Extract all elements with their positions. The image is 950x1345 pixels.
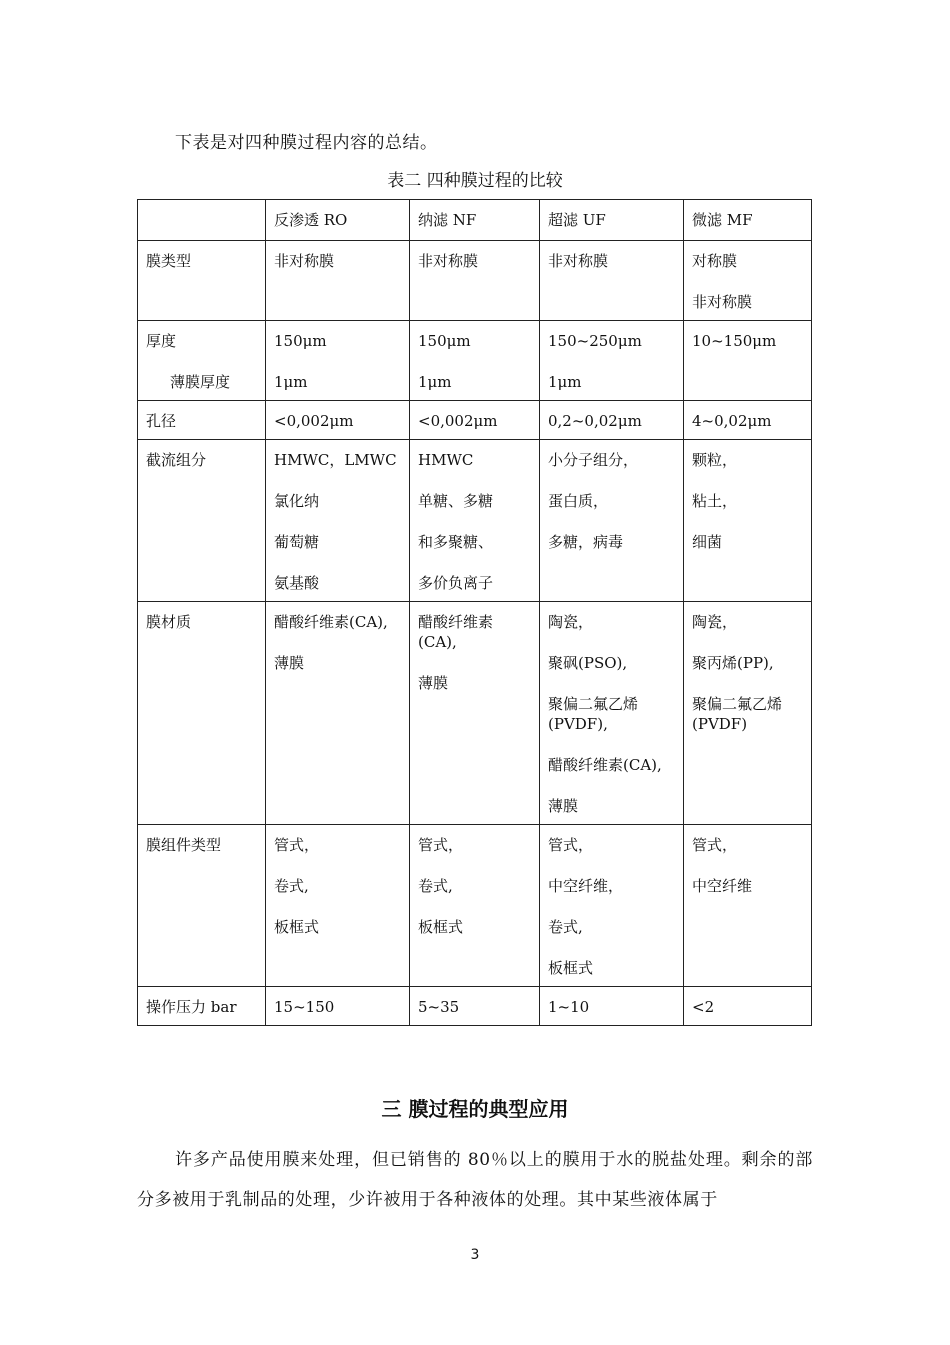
cell-line: <2 [692, 998, 715, 1016]
table-cell [266, 321, 410, 401]
header-cell [266, 200, 410, 241]
table-caption: 表二 四种膜过程的比较 [387, 171, 563, 191]
cell-line: <0,002μm [418, 412, 498, 430]
table-cell [684, 401, 812, 440]
row-label: 截流组分 [146, 451, 207, 469]
table-cell [410, 825, 540, 987]
cell-line: 管式， [548, 836, 594, 854]
table-cell [410, 241, 540, 321]
row-label: 膜类型 [146, 252, 192, 270]
cell-line: 1μm [548, 373, 582, 391]
table-row [138, 440, 812, 602]
table-cell [410, 602, 540, 825]
cell-line: 单糖、多糖 [418, 492, 494, 510]
row-label-cell [138, 440, 266, 602]
cell-line: 150μm [418, 332, 471, 350]
table-cell [266, 825, 410, 987]
page-number: 3 [470, 1247, 480, 1263]
cell-line: 1μm [418, 373, 452, 391]
table-row [138, 241, 812, 321]
table-cell [684, 440, 812, 602]
cell-line: 多糖，病毒 [548, 533, 624, 551]
cell-line: 非对称膜 [548, 252, 609, 270]
header-corner-cell [138, 200, 266, 241]
table-cell [540, 321, 684, 401]
table-cell [410, 440, 540, 602]
row-label: 膜材质 [146, 613, 192, 631]
table-cell [540, 241, 684, 321]
cell-line: 5~35 [418, 998, 460, 1016]
table-cell [684, 321, 812, 401]
table-cell [266, 241, 410, 321]
cell-line: 多价负离子 [418, 574, 494, 592]
cell-line: 0,2~0,02μm [548, 412, 642, 430]
cell-line: 非对称膜 [692, 293, 753, 311]
cell-line: 管式， [418, 836, 464, 854]
cell-line: 和多聚糖、 [418, 533, 494, 551]
table-cell [684, 241, 812, 321]
table-row [138, 602, 812, 825]
cell-line: 聚偏二氟乙烯(PVDF) [692, 695, 783, 733]
cell-line: 陶瓷， [548, 613, 594, 631]
cell-line: 板框式 [418, 918, 464, 936]
cell-line: 葡萄糖 [274, 533, 320, 551]
table-cell [266, 401, 410, 440]
table-cell [540, 987, 684, 1026]
comparison-table [137, 199, 812, 1026]
row-label-cell [138, 321, 266, 401]
table-cell [684, 602, 812, 825]
table-cell [540, 825, 684, 987]
table-cell [684, 987, 812, 1026]
cell-line: 醋酸纤维素(CA), [274, 613, 388, 631]
cell-line: 1μm [274, 373, 308, 391]
cell-line: 1~10 [548, 998, 590, 1016]
cell-line: 薄膜 [418, 674, 449, 692]
table-row [138, 321, 812, 401]
intro-text: 下表是对四种膜过程内容的总结。 [175, 133, 438, 153]
cell-line: 醋酸纤维素(CA), [418, 613, 494, 651]
table-cell [266, 602, 410, 825]
cell-line: HMWC，LMWC [274, 451, 397, 469]
row-label-cell [138, 241, 266, 321]
header-label: 微滤 MF [692, 211, 753, 229]
cell-line: 卷式, [274, 877, 309, 895]
cell-line: 板框式 [274, 918, 320, 936]
cell-line: 15~150 [274, 998, 335, 1016]
header-label: 超滤 UF [548, 211, 606, 229]
table-cell [410, 987, 540, 1026]
cell-line: 醋酸纤维素(CA), [548, 756, 662, 774]
cell-line: 薄膜 [274, 654, 305, 672]
table-row [138, 987, 812, 1026]
cell-line: 非对称膜 [274, 252, 335, 270]
row-label: 厚度 [146, 332, 177, 350]
cell-line: 蛋白质， [548, 492, 609, 510]
table-cell [540, 602, 684, 825]
cell-line: 中空纤维 [692, 877, 753, 895]
row-label-cell [138, 987, 266, 1026]
row-label: 操作压力 bar [146, 998, 237, 1016]
section-title: 三 膜过程的典型应用 [381, 1097, 569, 1121]
table-header-row [138, 200, 812, 241]
cell-line: 卷式, [418, 877, 453, 895]
cell-line: 小分子组分， [548, 451, 639, 469]
header-label [146, 210, 257, 230]
cell-line: 细菌 [692, 533, 723, 551]
table-cell [266, 987, 410, 1026]
cell-line: 氯化纳 [274, 492, 320, 510]
cell-line: 10~150μm [692, 332, 777, 350]
body-paragraph: 许多产品使用膜来处理，但已销售的 80％以上的膜用于水的脱盐处理。剩余的部分多被用于乳制品的处理，少许被用于各种液体的处理。其中某些液体属于 [137, 1150, 813, 1210]
table-cell [410, 401, 540, 440]
table-cell [540, 440, 684, 602]
cell-line: 陶瓷， [692, 613, 738, 631]
cell-line: 氨基酸 [274, 574, 320, 592]
cell-line: 4~0,02μm [692, 412, 772, 430]
table-cell [410, 321, 540, 401]
header-label: 纳滤 NF [418, 211, 477, 229]
cell-line: 非对称膜 [418, 252, 479, 270]
cell-line: HMWC [418, 451, 474, 469]
cell-line: 对称膜 [692, 252, 738, 270]
header-cell [684, 200, 812, 241]
cell-line: 聚砜(PSO), [548, 654, 628, 672]
cell-line: 聚偏二氟乙烯(PVDF), [548, 695, 639, 733]
row-label-cell [138, 401, 266, 440]
cell-line: 150μm [274, 332, 327, 350]
table-cell [684, 825, 812, 987]
row-label-cell [138, 825, 266, 987]
cell-line: 颗粒， [692, 451, 738, 469]
header-cell [540, 200, 684, 241]
table-row [138, 401, 812, 440]
cell-line: 板框式 [548, 959, 594, 977]
cell-line: 中空纤维， [548, 877, 624, 895]
cell-line: 薄膜 [548, 797, 579, 815]
cell-line: 聚丙烯(PP), [692, 654, 774, 672]
cell-line: 150~250μm [548, 332, 642, 350]
row-label-cell [138, 602, 266, 825]
cell-line: 粘土， [692, 492, 738, 510]
row-label: 膜组件类型 [146, 836, 222, 854]
cell-line: <0,002μm [274, 412, 354, 430]
cell-line: 管式， [274, 836, 320, 854]
header-cell [410, 200, 540, 241]
table-cell [540, 401, 684, 440]
row-label: 薄膜厚度 [170, 373, 231, 391]
header-label: 反渗透 RO [274, 211, 348, 229]
cell-line: 卷式, [548, 918, 583, 936]
table-cell [266, 440, 410, 602]
table-row [138, 825, 812, 987]
cell-line: 管式， [692, 836, 738, 854]
row-label: 孔径 [146, 412, 177, 430]
